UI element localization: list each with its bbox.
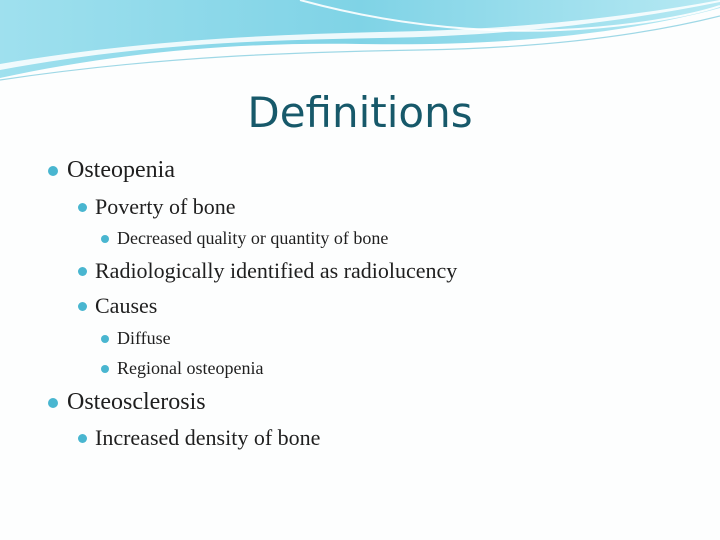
bullet-dot-icon (78, 434, 87, 443)
bullet-dot-icon (101, 365, 109, 373)
bullet-item (101, 228, 388, 249)
slide-title: Definitions (247, 88, 473, 137)
bullet-text: Osteopenia (67, 157, 175, 183)
bullet-text: Causes (95, 293, 158, 318)
bullet-text: Radiologically identified as radiolucency (95, 258, 458, 283)
bullet-text: Osteosclerosis (67, 389, 206, 415)
bullet-item (78, 425, 320, 451)
bullet-item (78, 293, 157, 319)
bullet-item (78, 258, 457, 284)
bullet-item (101, 358, 263, 379)
bullet-dot-icon (48, 398, 58, 408)
bullet-item (78, 194, 236, 220)
bullet-dot-icon (101, 335, 109, 343)
bullet-text: Decreased quality or quantity of bone (117, 228, 389, 248)
bullet-item (48, 389, 206, 416)
bullet-dot-icon (48, 166, 58, 176)
bullet-text: Regional osteopenia (117, 358, 264, 378)
bullet-text: Increased density of bone (95, 425, 321, 450)
bullet-item (101, 328, 171, 349)
bullet-dot-icon (78, 203, 87, 212)
bullet-text: Diffuse (117, 328, 171, 348)
bullet-dot-icon (78, 267, 87, 276)
bullet-dot-icon (101, 235, 109, 243)
bullet-text: Poverty of bone (95, 194, 236, 219)
bullet-dot-icon (78, 302, 87, 311)
bullet-item (48, 157, 175, 184)
